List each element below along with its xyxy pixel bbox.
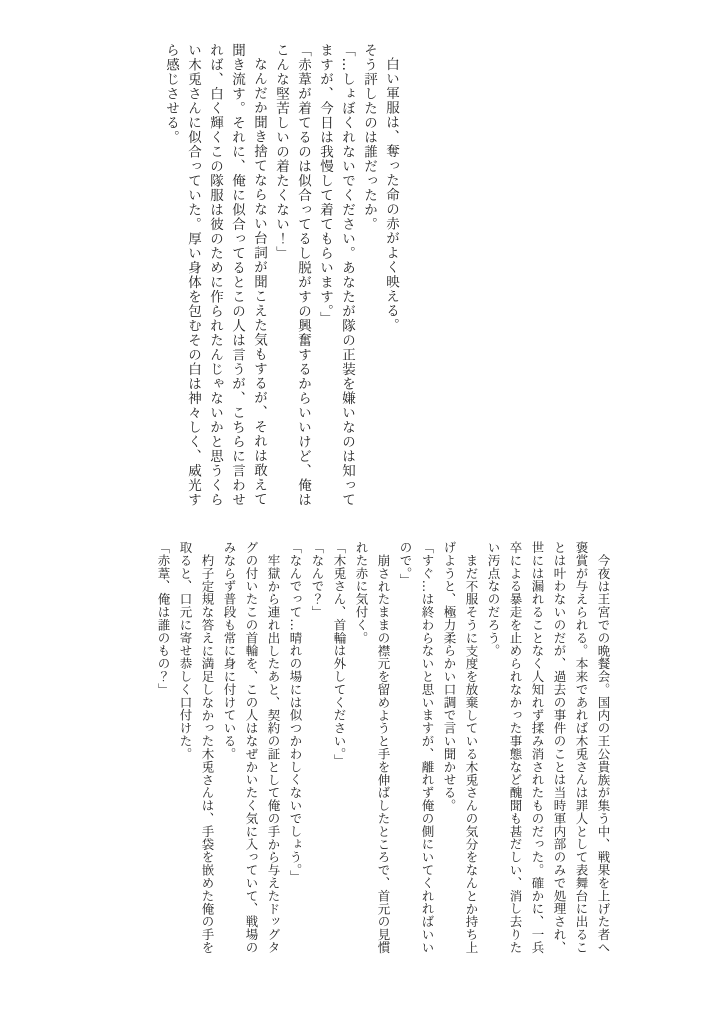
- narration-paragraph: 崩されたままの襟元を留めようと手を伸ばしたところで、首元の見慣れた赤に気付く。: [354, 541, 391, 954]
- dialogue-line: 「…しょぼくれないでください。あなたが隊の正装を嫌いなのは知ってますが、今日は我慢して着てもらいます。」: [317, 43, 355, 507]
- narration-paragraph: 牢獄から連れ出したあと、契約の証として俺の手から与えたドッグタグの付いたこの首輪を、この人はなぜかいたく気に入っていて、戦場のみならず普段も常に身に付けている。: [222, 541, 281, 954]
- narration-paragraph: 白い軍服は、奪った命の赤がよく映える。: [383, 56, 399, 332]
- dialogue-line: 「すぐ…は終わらないと思いますが、離れず俺の側にいてくれればいいので。」: [398, 541, 435, 954]
- dialogue-line: 「赤葦、俺は誰のもの？」: [156, 541, 171, 696]
- narration-paragraph: まだ不服そうに支度を放棄している木兎さんの気分をなんとか持ち上げようと、極力柔らかい口調で言い聞かせる。: [442, 541, 479, 954]
- dialogue-line: 「赤葦が着てるのは似合ってるし脱がすの興奮するからいいけど、俺はこんな堅苦しいの着たくない！」: [273, 43, 311, 507]
- narration-paragraph: 杓子定規な答えに満足しなかった木兎さんは、手袋を嵌めた俺の手を取ると、口元に寄せ恭しく口付けた。: [178, 541, 215, 954]
- narration-paragraph: そう評したのは誰だったか。: [361, 43, 377, 232]
- upper-text-section: [160, 43, 402, 509]
- narration-paragraph: なんだか聞き捨てならない台詞が聞こえた気もするが、それは敢えて聞き流す。それに、俺に似合ってるとこの人は言うが、こちらに言わせれば、白く輝くこの隊服は彼のために作られたんじゃないかと思うくらい木兎さんに似合っていた。厚い身体を包むその白は神々しく、威光すら感じさせる。: [163, 43, 267, 507]
- narration-paragraph: 今夜は王宮での晩餐会。国内の王公貴族が集う中、戦果を上げた者へ褒賞が与えられる。本来であれば木兎さんは罪人として表舞台に出ることは叶わないのだが、過去の事件のことは当時軍内部のみで処理され、世には漏れることなく人知れず揉み消されたものだった。確かに、一兵卒による暴走を止められなかった事態など醜聞も甚だしい、消し去りたい汚点なのだろう。: [486, 541, 611, 954]
- dialogue-line: 「なんでって…晴れの場には似つかわしくないでしょう。」: [288, 541, 303, 884]
- dialogue-line: 「なんで？」: [310, 541, 325, 619]
- dialogue-line: 「木兎さん、首輪は外してください。」: [332, 541, 347, 767]
- lower-text-section: [152, 541, 614, 956]
